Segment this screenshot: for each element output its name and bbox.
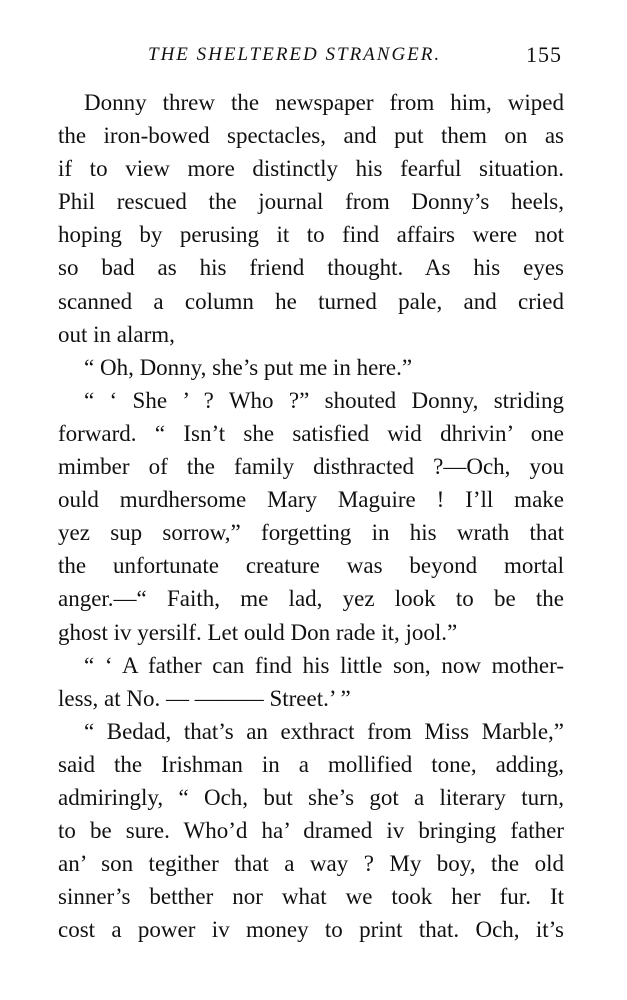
text-line: if to view more distinctly his fearful situation.: [58, 156, 564, 182]
text-line: Phil rescued the journal from Donny’s heels,: [58, 189, 564, 215]
text-line: cost a power iv money to print that. Och, it’s: [58, 917, 564, 943]
text-line: “ ‘ She ’ ? Who ?” shouted Donny, striding: [84, 387, 564, 413]
page-number: 155: [526, 42, 562, 67]
text-line: anger.—“ Faith, me lad, yez look to be the: [58, 586, 564, 612]
text-line: so bad as his friend thought. As his eyes: [58, 255, 564, 281]
text-line: “ Bedad, that’s an exthract from Miss Marble,”: [84, 718, 564, 744]
text-line: ghost iv yersilf. Let ould Don rade it, jool.”: [58, 619, 458, 645]
text-line: hoping by perusing it to find affairs were not: [58, 222, 564, 248]
text-line: an’ son tegither that a way ? My boy, the old: [58, 851, 564, 877]
running-title: THE SHELTERED STRANGER.: [148, 44, 442, 65]
text-line: Donny threw the newspaper from him, wiped: [84, 90, 564, 115]
text-line: to be sure. Who’d ha’ dramed iv bringing father: [58, 818, 564, 844]
text-line: out in alarm,: [58, 321, 175, 347]
text-line: yez sup sorrow,” forgetting in his wrath that: [58, 520, 564, 546]
text-line: less, at No. — ——— Street.’ ”: [58, 685, 351, 711]
text-line: admiringly, “ Och, but she’s got a literary turn,: [58, 784, 564, 810]
text-line: mimber of the family disthracted ?—Och, you: [58, 454, 564, 480]
text-line: “ Oh, Donny, she’s put me in here.”: [84, 354, 413, 380]
running-head: [60, 44, 566, 74]
text-line: scanned a column he turned pale, and cried: [58, 288, 564, 314]
text-line: forward. “ Isn’t she satisfied wid dhrivin’ one: [58, 420, 564, 446]
text-line: ould murdhersome Mary Maguire ! I’ll make: [58, 487, 564, 513]
text-line: said the Irishman in a mollified tone, adding,: [58, 751, 564, 777]
text-line: the unfortunate creature was beyond mortal: [58, 553, 564, 579]
text-line: the iron-bowed spectacles, and put them on as: [58, 123, 564, 149]
text-line: “ ‘ A father can find his little son, now mother-: [84, 652, 564, 678]
text-line: sinner’s betther nor what we took her fur. It: [58, 884, 564, 910]
body-text: [58, 86, 564, 946]
